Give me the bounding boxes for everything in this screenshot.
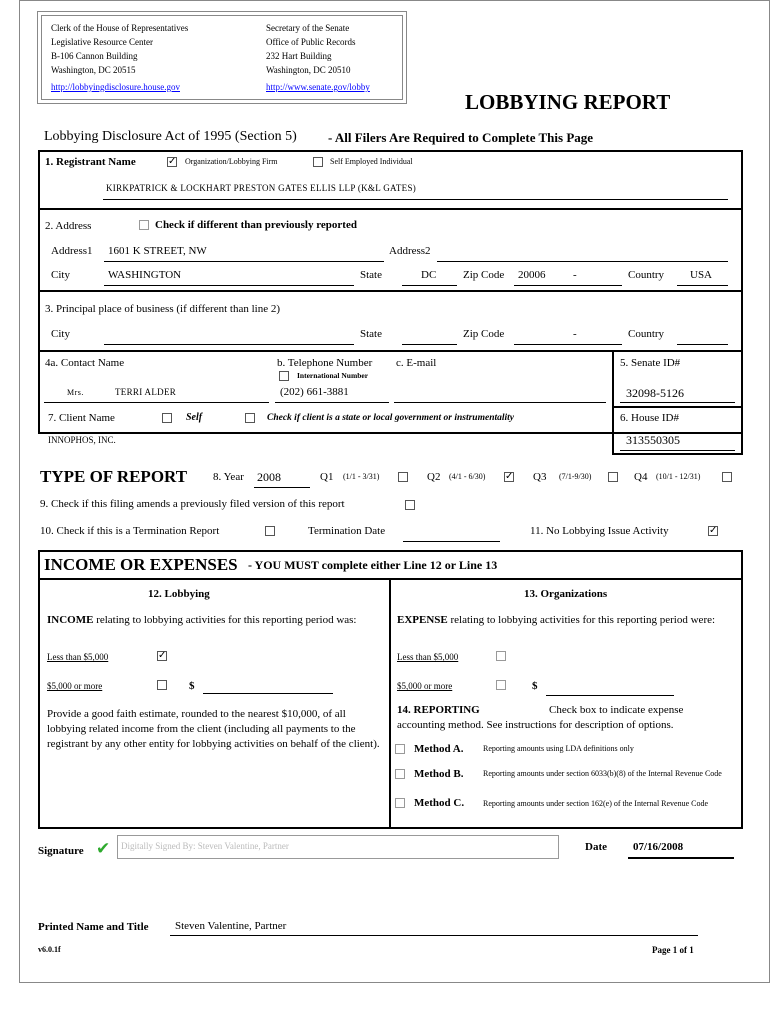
house-line: B-106 Cannon Building [51,51,138,61]
senate-link[interactable]: http://www.senate.gov/lobby [266,82,370,92]
self-employed-checkbox[interactable] [313,157,323,167]
country-label: Country [628,269,665,281]
house-link[interactable]: http://lobbyingdisclosure.house.gov [51,82,180,92]
method-b-checkbox[interactable] [395,769,405,779]
underline [677,344,728,345]
self-client-checkbox[interactable] [162,413,172,423]
contact-prefix: Mrs. [67,388,84,397]
method-c-checkbox[interactable] [395,798,405,808]
q3-checkbox[interactable] [608,472,618,482]
principal-label: 3. Principal place of business (if different than line 2) [45,303,281,315]
q1-label: Q1 [320,471,334,483]
expense-desc: relating to lobbying activities for this reporting period were: [450,614,716,626]
org-firm-checkbox[interactable]: ✓ [168,156,177,167]
expense-dollar: $ [532,680,538,692]
senate-address [266,21,356,77]
exp-less-than-label: Less than $5,000 [397,652,459,662]
underline [514,344,622,345]
method-a-text: Reporting amounts using LDA definitions only [483,744,634,753]
divider [389,578,391,829]
underline [394,402,606,403]
zip-dash: - [573,269,577,281]
version-label: v6.0.1f [38,945,61,954]
exp-more-than-label: $5,000 or more [397,681,453,691]
state-value: DC [421,269,437,281]
registrant-name: KIRKPATRICK & LOCKHART PRESTON GATES ELLIS LLP (K&L GATES) [106,183,417,193]
state-label: State [360,269,382,281]
address1-label: Address1 [51,245,93,257]
line10-label: 10. Check if this is a Termination Report [40,525,220,537]
senate-line: Secretary of the Senate [266,23,350,33]
contact-label: 4a. Contact Name [45,357,125,369]
method-b-text: Reporting amounts under section 6033(b)(8) of the Internal Revenue Code [483,769,722,778]
underline [104,285,354,286]
divider [38,350,743,352]
termination-date-field[interactable] [403,541,500,542]
income-header: INCOME OR EXPENSES [44,555,238,574]
q1-range: (1/1 - 3/31) [343,472,380,481]
report-type-label: TYPE OF REPORT [40,467,188,486]
house-line: Washington, DC 20515 [51,65,136,75]
income-header-sub: - YOU MUST complete either Line 12 or Line 13 [248,558,498,572]
q3-range: (7/1-9/30) [559,472,592,481]
phone-label: b. Telephone Number [277,357,373,369]
principal-country-label: Country [628,328,665,340]
q2-label: Q2 [427,471,441,483]
contact-name: TERRI ALDER [115,387,177,397]
state-client-checkbox[interactable] [245,413,255,423]
address1-value: 1601 K STREET, NW [108,245,207,257]
printed-name-label: Printed Name and Title [38,921,149,933]
income-text [47,613,387,627]
line9-label: 9. Check if this filing amends a previously filed version of this report [40,498,345,510]
report-title: LOBBYING REPORT [465,90,671,114]
act-required: - All Filers Are Required to Complete This Page [328,130,594,145]
expense-bold: EXPENSE [397,614,448,626]
underline [620,402,735,403]
senate-id-label: 5. Senate ID# [620,357,681,369]
divider [612,406,743,408]
house-line: Clerk of the House of Representatives [51,23,189,33]
self-employed-label: Self Employed Individual [330,157,413,166]
senate-id-value: 32098-5126 [626,386,684,400]
less-than-checkbox[interactable]: ✓ [158,650,167,661]
q3-label: Q3 [533,471,547,483]
expense-amount-field[interactable] [546,695,674,696]
email-label: c. E-mail [396,357,437,369]
principal-city-label: City [51,328,70,340]
no-activity-checkbox[interactable]: ✓ [709,525,718,536]
reporting-text2: accounting method. See instructions for description of options. [397,719,674,731]
reporting-text1: Check box to indicate expense [549,704,684,716]
state-client-label: Check if client is a state or local government or instrumentality [267,413,515,423]
principal-zip-dash: - [573,328,577,340]
self-client-label: Self [186,412,203,423]
estimate-text: Provide a good faith estimate, rounded to the nearest $10,000, of all lobbying related income from the client (including all payments to the registrant by any other entity for lobbying activities on behalf of the client). [47,708,380,750]
address-changed-label: Check if different than previously reported [155,219,357,231]
house-id-value: 313550305 [626,433,680,447]
principal-zip-label: Zip Code [463,328,505,340]
house-line: Legislative Resource Center [51,37,153,47]
registrant-label: 1. Registrant Name [45,156,136,168]
income-amount-field[interactable] [203,693,333,694]
method-a-checkbox[interactable] [395,744,405,754]
q4-checkbox[interactable] [722,472,732,482]
year-label: 8. Year [213,471,244,483]
date-label: Date [585,841,607,853]
method-a-label: Method A. [414,743,464,755]
q1-checkbox[interactable] [398,472,408,482]
senate-line: Office of Public Records [266,37,356,47]
expense-text [397,613,737,627]
termination-checkbox[interactable] [265,526,275,536]
city-label: City [51,269,70,281]
date-value: 07/16/2008 [633,841,684,853]
act-line: Lobbying Disclosure Act of 1995 (Section 5) [44,129,297,144]
city-value: WASHINGTON [108,269,182,281]
signature-signed-by: Digitally Signed By: Steven Valentine, Partner [121,841,289,851]
q2-range: (4/1 - 6/30) [449,472,486,481]
check-icon: ✔ [96,839,111,859]
q4-range: (10/1 - 12/31) [656,472,701,481]
underline [402,285,457,286]
amend-checkbox[interactable] [405,500,415,510]
method-b-label: Method B. [414,768,464,780]
method-c-text: Reporting amounts under section 162(e) of the Internal Revenue Code [483,799,709,808]
underline [254,487,310,488]
less-than-label: Less than $5,000 [47,652,109,662]
income-desc: relating to lobbying activities for this reporting period was: [96,614,357,626]
divider [612,350,614,434]
country-value: USA [690,269,713,281]
client-name: INNOPHOS, INC. [48,435,116,445]
address-changed-checkbox[interactable] [139,220,149,230]
house-address [51,21,188,77]
reporting-label: 14. REPORTING [397,704,480,716]
year-value: 2008 [257,470,281,484]
senate-line: 232 Hart Building [266,51,332,61]
page-number: Page 1 of 1 [652,945,694,955]
underline [104,344,354,345]
underline [677,285,728,286]
underline [628,857,734,859]
printed-name-value: Steven Valentine, Partner [175,920,287,932]
zip-value: 20006 [518,269,546,281]
underline [437,261,728,262]
international-label: International Number [297,371,369,380]
method-c-label: Method C. [414,797,465,809]
col13-label: 13. Organizations [524,588,608,600]
underline [275,402,389,403]
underline [514,285,622,286]
q4-label: Q4 [634,471,648,483]
principal-state-label: State [360,328,382,340]
exp-less-than-checkbox[interactable] [496,651,506,661]
underline [104,261,384,262]
divider [38,208,743,210]
phone-value: (202) 661-3881 [280,386,349,398]
underline [170,935,698,936]
org-firm-label: Organization/Lobbying Firm [185,157,278,166]
q2-checkbox[interactable]: ✓ [505,471,514,482]
income-dollar: $ [189,680,195,692]
senate-line: Washington, DC 20510 [266,65,351,75]
zip-label: Zip Code [463,269,505,281]
house-id-label: 6. House ID# [620,412,679,424]
address2-label: Address2 [389,245,431,257]
more-than-label: $5,000 or more [47,681,103,691]
income-bold: INCOME [47,614,94,626]
address-label: 2. Address [45,220,92,232]
divider [38,290,743,292]
exp-more-than-checkbox[interactable] [496,680,506,690]
client-label: 7. Client Name [48,412,115,424]
underline [402,344,457,345]
international-checkbox[interactable] [279,371,289,381]
underline [103,199,728,200]
line11-label: 11. No Lobbying Issue Activity [530,525,669,537]
house-id-box-extension [612,432,743,455]
signature-label: Signature [38,845,84,857]
underline [44,402,269,403]
more-than-checkbox[interactable] [157,680,167,690]
termination-date-label: Termination Date [308,525,386,537]
col12-label: 12. Lobbying [148,588,210,600]
